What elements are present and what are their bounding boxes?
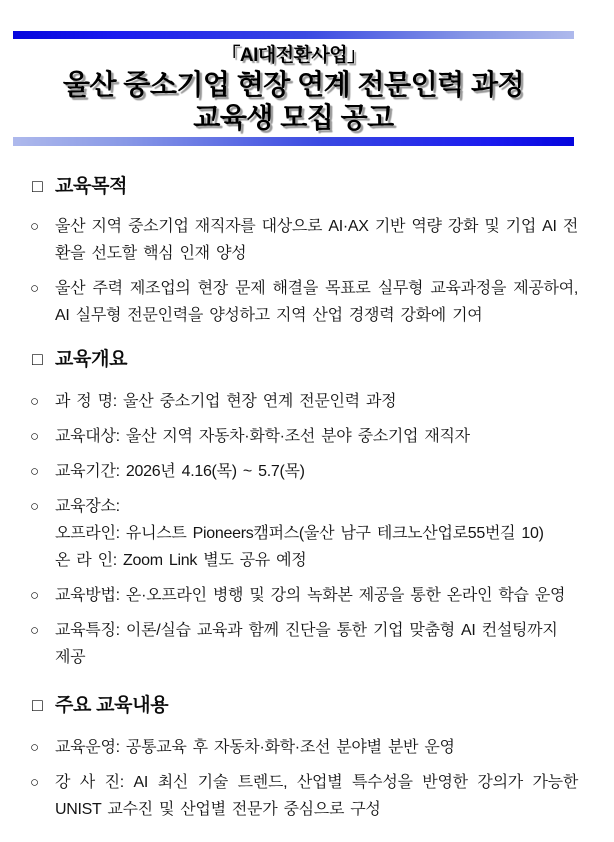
section-title: 주요 교육내용 xyxy=(55,695,169,716)
list-item xyxy=(30,388,578,415)
section-square-marker: □ xyxy=(32,176,43,196)
section-square-marker: □ xyxy=(32,349,43,369)
page-title-line1: 울산 중소기업 현장 연계 전문인력 과정 xyxy=(62,69,525,100)
bullet-marker: ○ xyxy=(30,774,39,791)
bullet-text xyxy=(55,493,578,574)
bullet-marker: ○ xyxy=(30,463,39,480)
bullet-marker: ○ xyxy=(30,280,39,297)
list-item xyxy=(30,734,578,761)
section-heading-main-curriculum xyxy=(32,693,578,718)
section-heading-education-overview xyxy=(32,347,578,372)
bullet-text: 울산 주력 제조업의 현장 문제 해결을 목표로 실무형 교육과정을 제공하여, AI 실무형 전문인력을 양성하고 지역 산업 경쟁력 강화에 기여 xyxy=(55,280,578,324)
bullet-marker: ○ xyxy=(30,622,39,639)
list-item xyxy=(30,213,578,267)
bullet-text: 교육특징: 이론/실습 교육과 함께 진단을 통한 기업 맞춤형 AI 컨설팅까지 제공 xyxy=(55,622,558,666)
bullet-marker: ○ xyxy=(30,218,39,235)
bullet-subline-offline: 오프라인: 유니스트 Pioneers캠퍼스(울산 남구 테크노산업로55번길 10) xyxy=(55,525,544,542)
bullet-marker: ○ xyxy=(30,739,39,756)
list-item xyxy=(30,275,578,329)
bullet-marker: ○ xyxy=(30,498,39,515)
program-subtitle: 「AI대전환사업」 xyxy=(221,45,366,66)
list-item xyxy=(30,493,578,574)
header-bottom-rule xyxy=(13,137,574,146)
section-heading-education-purpose xyxy=(32,174,578,199)
bullet-text: 교육기간: 2026년 4.16(목) ~ 5.7(목) xyxy=(55,463,305,480)
section-square-marker: □ xyxy=(32,695,43,715)
bullet-text: 강 사 진: AI 최신 기술 트렌드, 산업별 특수성을 반영한 강의가 가능한 UNIST 교수진 및 산업별 전문가 중심으로 구성 xyxy=(55,774,578,818)
list-item xyxy=(30,458,578,485)
document-page xyxy=(0,31,614,842)
section-title: 교육목적 xyxy=(55,176,128,197)
list-item xyxy=(30,617,578,671)
document-body xyxy=(0,174,614,823)
list-item xyxy=(30,582,578,609)
document-header xyxy=(13,44,574,134)
bullet-marker: ○ xyxy=(30,587,39,604)
bullet-text: 교육운영: 공통교육 후 자동차·화학·조선 분야별 분반 운영 xyxy=(55,739,455,756)
bullet-text-line: 교육장소: xyxy=(55,498,120,515)
bullet-marker: ○ xyxy=(30,428,39,445)
section-title: 교육개요 xyxy=(55,349,128,370)
list-item xyxy=(30,423,578,450)
page-title-line2: 교육생 모집 공고 xyxy=(193,102,394,133)
bullet-text: 교육방법: 온·오프라인 병행 및 강의 녹화본 제공을 통한 온라인 학습 운영 xyxy=(55,587,566,604)
header-top-rule xyxy=(13,31,574,39)
list-item xyxy=(30,769,578,823)
bullet-text: 과 정 명: 울산 중소기업 현장 연계 전문인력 과정 xyxy=(55,393,397,410)
bullet-text: 울산 지역 중소기업 재직자를 대상으로 AI·AX 기반 역량 강화 및 기업 AI 전환을 선도할 핵심 인재 양성 xyxy=(55,218,578,262)
bullet-marker: ○ xyxy=(30,393,39,410)
bullet-text: 교육대상: 울산 지역 자동차·화학·조선 분야 중소기업 재직자 xyxy=(55,428,470,445)
bullet-subline-online: 온 라 인: Zoom Link 별도 공유 예정 xyxy=(55,552,307,569)
